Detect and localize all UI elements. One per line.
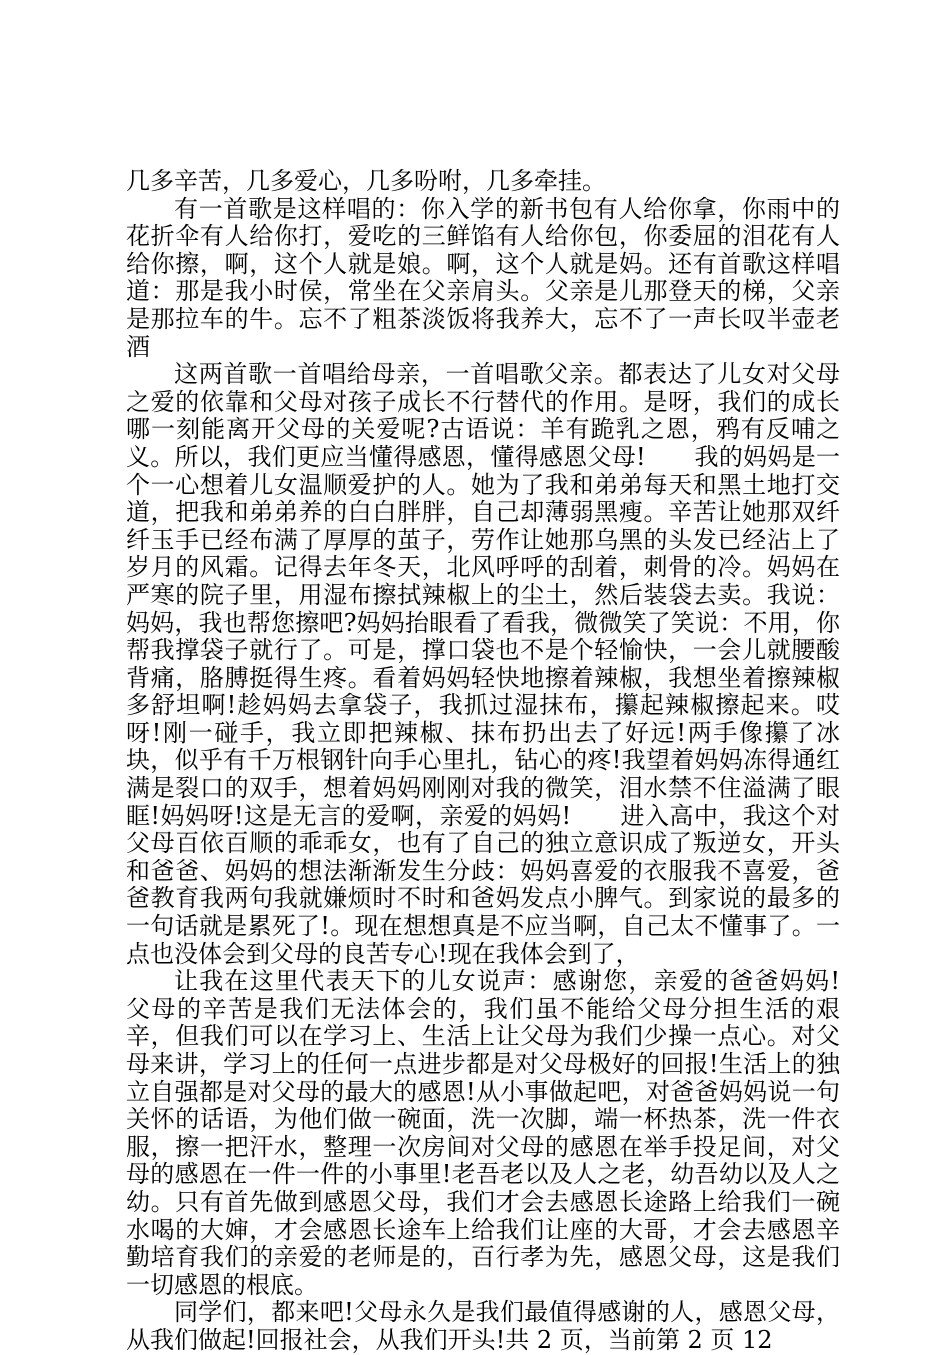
- paragraph-1: 几多辛苦，几多爱心，几多吩咐，几多牵挂。: [126, 167, 606, 195]
- document-page: [126, 167, 888, 1355]
- paragraph-2: 有一首歌是这样唱的：你入学的新书包有人给你拿，你雨中的花折伞有人给你打，爱吃的三鲜馅有人给你包，你委屈的泪花有人给你擦，啊，这个人就是娘。啊，这个人就是妈。还有首歌这样唱道：那是我小时侯，常坐在父亲肩头。父亲是儿那登天的梯，父亲是那拉车的牛。忘不了粗茶淡饭将我养大，忘不了一声长叹半壶老酒: [126, 194, 840, 361]
- paragraph-3: 这两首歌一首唱给母亲，一首唱歌父亲。都表达了儿女对父母之爱的依靠和父母对孩子成长不行替代的作用。是呀，我们的成长哪一刻能离开父母的关爱呢?古语说：羊有跪乳之恩，鸦有反哺之义。所以，我们更应当懂得感恩，懂得感恩父母! 我的妈妈是一个一心想着儿女温顺爱护的人。她为了我和弟弟每天和黑土地打交道，把我和弟弟养的白白胖胖，自己却薄弱黑瘦。辛苦让她那双纤纤玉手已经布满了厚厚的茧子，劳作让她那乌黑的头发已经沾上了岁月的风霜。记得去年冬天，北风呼呼的刮着，刺骨的冷。妈妈在严寒的院子里，用湿布擦拭辣椒上的尘土，然后装袋去卖。我说：妈妈，我也帮您擦吧?妈妈抬眼看了看我，微微笑了笑说：不用，你帮我撑袋子就行了。可是，撑口袋也不是个轻愉快，一会儿就腰酸背痛，胳膊挺得生疼。看着妈妈轻快地擦着辣椒，我想坐着擦辣椒多舒坦啊!趁妈妈去拿袋子，我抓过湿抹布，攥起辣椒擦起来。哎呀!刚一碰手，我立即把辣椒、抹布扔出去了好远!两手像攥了冰块，似乎有千万根钢针向手心里扎，钻心的疼!我望着妈妈冻得通红满是裂口的双手，想着妈妈刚刚对我的微笑，泪水禁不住溢满了眼眶!妈妈呀!这是无言的爱啊，亲爱的妈妈! 进入高中，我这个对父母百依百顺的乖乖女，也有了自己的独立意识成了叛逆女，开头和爸爸、妈妈的想法渐渐发生分歧：妈妈喜爱的衣服我不喜爱，爸爸教育我两句我就嫌烦时不时和爸妈发点小脾气。到家说的最多的一句话就是累死了!。现在想想真是不应当啊，自己太不懂事了。一点也没体会到父母的良苦专心!现在我体会到了，: [126, 360, 840, 968]
- paragraph-5: 同学们，都来吧!父母永久是我们最值得感谢的人，感恩父母，从我们做起!回报社会，从我们开头!共 2 页，当前第 2 页 12: [126, 1298, 840, 1354]
- paragraph-4: 让我在这里代表天下的儿女说声：感谢您，亲爱的爸爸妈妈! 父母的辛苦是我们无法体会的，我们虽不能给父母分担生活的艰辛，但我们可以在学习上、生活上让父母为我们少操一点心。对父母来讲，学习上的任何一点进步都是对父母极好的回报!生活上的独立自强都是对父母的最大的感恩!从小事做起吧，对爸爸妈妈说一句关怀的话语，为他们做一碗面，洗一次脚，端一杯热茶，洗一件衣服，擦一把汗水，整理一次房间对父母的感恩在举手投足间，对父母的感恩在一件一件的小事里!老吾老以及人之老，幼吾幼以及人之幼。只有首先做到感恩父母，我们才会去感恩长途路上给我们一碗水喝的大婶，才会感恩长途车上给我们让座的大哥，才会去感恩辛勤培育我们的亲爱的老师是的，百行孝为先，感恩父母，这是我们一切感恩的根底。: [126, 967, 888, 1299]
